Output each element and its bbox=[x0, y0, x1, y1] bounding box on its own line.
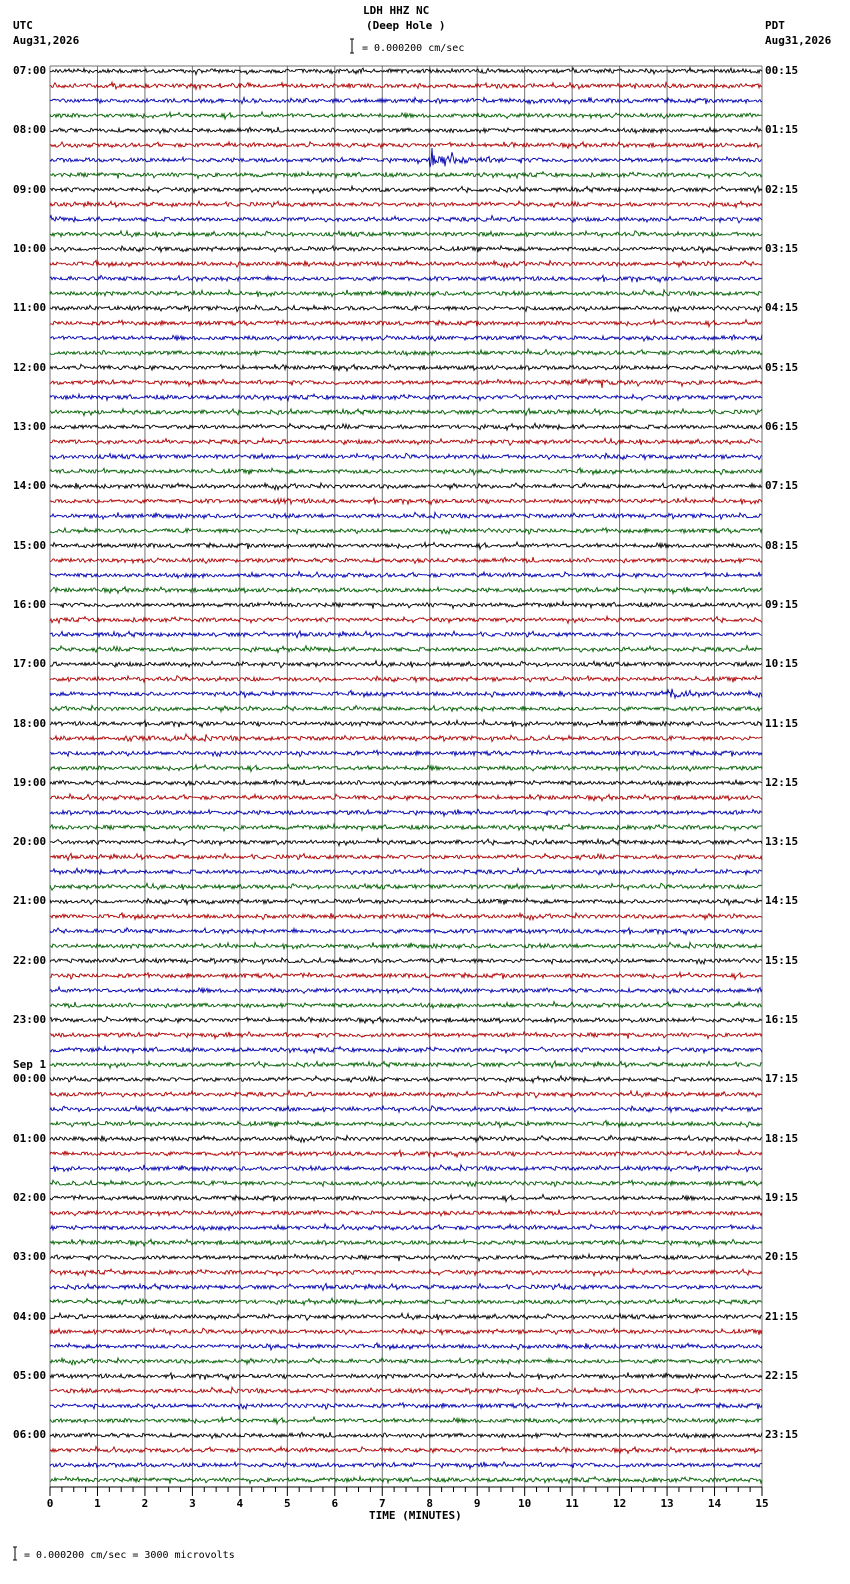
trace-row bbox=[50, 246, 762, 253]
trace-row bbox=[50, 1032, 762, 1039]
trace-row bbox=[50, 720, 762, 727]
utc-hour-label: 03:00 bbox=[13, 1250, 47, 1264]
pdt-hour-label: 15:15 bbox=[765, 953, 799, 967]
utc-hour-label: 14:00 bbox=[13, 479, 47, 493]
right-timezone: PDT bbox=[765, 19, 785, 32]
x-tick-label: 12 bbox=[612, 1497, 627, 1510]
trace-row bbox=[50, 1432, 762, 1438]
utc-hour-label: 05:00 bbox=[13, 1369, 47, 1383]
trace-row bbox=[50, 1417, 762, 1424]
x-tick-label: 9 bbox=[473, 1497, 481, 1510]
trace-row bbox=[50, 1373, 762, 1380]
trace-row bbox=[50, 260, 762, 267]
utc-hour-label: 23:00 bbox=[13, 1013, 47, 1027]
trace-row bbox=[50, 68, 762, 75]
trace-row bbox=[50, 1076, 762, 1083]
trace-row bbox=[50, 1403, 762, 1409]
trace-row bbox=[50, 631, 762, 638]
trace-row bbox=[50, 689, 762, 698]
trace-row bbox=[50, 572, 762, 579]
utc-hour-label: 11:00 bbox=[13, 301, 47, 315]
trace-row bbox=[50, 1121, 762, 1128]
trace-row bbox=[50, 853, 762, 860]
x-tick-label: 0 bbox=[46, 1497, 54, 1510]
utc-hour-label: 17:00 bbox=[13, 657, 47, 671]
utc-hour-label: 16:00 bbox=[13, 597, 47, 611]
x-axis-title: TIME (MINUTES) bbox=[369, 1509, 462, 1522]
trace-row bbox=[50, 528, 762, 534]
trace-row bbox=[50, 1195, 762, 1202]
utc-hour-label: 06:00 bbox=[13, 1428, 47, 1442]
trace-row bbox=[50, 1180, 762, 1186]
pdt-hour-label: 10:15 bbox=[765, 657, 799, 671]
x-tick-label: 6 bbox=[331, 1497, 339, 1510]
pdt-hour-label: 19:15 bbox=[765, 1191, 799, 1205]
trace-row bbox=[50, 349, 762, 356]
trace-row bbox=[50, 1387, 762, 1394]
x-tick-label: 11 bbox=[565, 1497, 579, 1510]
trace-row bbox=[50, 438, 762, 445]
seismic-traces bbox=[50, 68, 762, 1484]
pdt-hour-label: 13:15 bbox=[765, 835, 799, 849]
pdt-hour-label: 18:15 bbox=[765, 1131, 799, 1145]
x-tick-label: 13 bbox=[660, 1497, 674, 1510]
trace-row bbox=[50, 512, 762, 519]
pdt-hour-label: 12:15 bbox=[765, 775, 799, 789]
trace-row bbox=[50, 1447, 762, 1454]
x-tick-label: 3 bbox=[189, 1497, 196, 1510]
date-change-label: Sep 1 bbox=[13, 1058, 47, 1072]
utc-hour-label: 12:00 bbox=[13, 360, 47, 374]
trace-row bbox=[50, 468, 762, 475]
trace-row bbox=[50, 616, 762, 623]
x-tick-label: 1 bbox=[94, 1497, 101, 1510]
pdt-hour-label: 20:15 bbox=[765, 1250, 799, 1264]
x-tick-label: 7 bbox=[378, 1497, 386, 1510]
trace-row bbox=[50, 1150, 762, 1157]
pdt-hour-label: 07:15 bbox=[765, 479, 799, 493]
trace-row bbox=[50, 646, 762, 653]
trace-row bbox=[50, 898, 762, 905]
trace-row bbox=[50, 542, 762, 549]
trace-row bbox=[50, 1210, 762, 1216]
utc-hour-label: 07:00 bbox=[13, 64, 47, 77]
trace-row bbox=[50, 1002, 762, 1009]
trace-row bbox=[50, 409, 762, 416]
utc-hour-label: 22:00 bbox=[13, 953, 47, 967]
left-date: Aug31,2026 bbox=[13, 34, 80, 47]
trace-row bbox=[50, 82, 762, 89]
trace-row bbox=[50, 1017, 762, 1024]
trace-row bbox=[50, 305, 762, 311]
trace-row bbox=[50, 290, 762, 297]
pdt-hour-label: 23:15 bbox=[765, 1428, 799, 1442]
trace-row bbox=[50, 1136, 762, 1143]
trace-row bbox=[50, 112, 762, 119]
utc-hour-label: 13:00 bbox=[13, 419, 47, 433]
trace-row bbox=[50, 394, 762, 401]
trace-row bbox=[50, 364, 762, 371]
scale-label: = 0.000200 cm/sec bbox=[362, 43, 465, 54]
trace-row bbox=[50, 1061, 762, 1068]
trace-row bbox=[50, 1343, 762, 1350]
pdt-hour-label: 09:15 bbox=[765, 597, 799, 611]
utc-hour-label: 15:00 bbox=[13, 538, 47, 552]
trace-row bbox=[50, 172, 762, 179]
utc-hour-label: 04:00 bbox=[13, 1309, 47, 1323]
left-timezone: UTC bbox=[13, 19, 33, 32]
trace-row bbox=[50, 676, 762, 683]
pdt-hour-label: 14:15 bbox=[765, 894, 799, 908]
trace-row bbox=[50, 142, 762, 149]
trace-row bbox=[50, 734, 762, 742]
trace-row bbox=[50, 1091, 762, 1098]
x-tick-label: 15 bbox=[755, 1497, 769, 1510]
x-tick-label: 8 bbox=[426, 1497, 434, 1510]
trace-row bbox=[50, 423, 762, 430]
pdt-hour-label: 00:15 bbox=[765, 64, 799, 77]
trace-row bbox=[50, 201, 762, 208]
trace-row bbox=[50, 1328, 762, 1335]
trace-row bbox=[50, 275, 762, 282]
pdt-hour-label: 03:15 bbox=[765, 241, 799, 255]
pdt-hour-label: 04:15 bbox=[765, 301, 799, 315]
pdt-hour-label: 22:15 bbox=[765, 1369, 799, 1383]
trace-row bbox=[50, 1269, 762, 1276]
pdt-hour-label: 05:15 bbox=[765, 360, 799, 374]
trace-row bbox=[50, 97, 762, 104]
footer-scale-note: = 0.000200 cm/sec = 3000 microvolts bbox=[24, 1550, 235, 1561]
x-axis bbox=[47, 1487, 769, 1510]
trace-row bbox=[50, 942, 762, 949]
trace-row bbox=[50, 1298, 762, 1305]
trace-row bbox=[50, 839, 762, 846]
trace-row bbox=[50, 335, 762, 341]
x-tick-label: 10 bbox=[518, 1497, 532, 1510]
trace-row bbox=[50, 186, 762, 193]
trace-row bbox=[50, 453, 762, 459]
trace-row bbox=[50, 987, 762, 994]
trace-row bbox=[50, 379, 762, 388]
trace-row bbox=[50, 557, 762, 563]
trace-row bbox=[50, 913, 762, 920]
trace-row bbox=[50, 1477, 762, 1484]
trace-row bbox=[50, 868, 762, 875]
trace-row bbox=[50, 587, 762, 594]
pdt-hour-label: 02:15 bbox=[765, 182, 799, 196]
pdt-hour-label: 08:15 bbox=[765, 538, 799, 552]
utc-hour-label: 00:00 bbox=[13, 1072, 47, 1086]
x-tick-label: 2 bbox=[141, 1497, 149, 1510]
trace-row bbox=[50, 750, 762, 756]
scale-bar-icon bbox=[350, 39, 354, 53]
trace-row bbox=[50, 1165, 762, 1172]
x-tick-label: 5 bbox=[284, 1497, 291, 1510]
pdt-hour-label: 06:15 bbox=[765, 419, 799, 433]
trace-row bbox=[50, 928, 762, 935]
pdt-hour-label: 01:15 bbox=[765, 123, 799, 137]
trace-row bbox=[50, 765, 762, 772]
trace-row bbox=[50, 1106, 762, 1112]
trace-row bbox=[50, 498, 762, 505]
trace-row bbox=[50, 216, 762, 223]
x-tick-label: 4 bbox=[236, 1497, 244, 1510]
utc-hour-label: 09:00 bbox=[13, 182, 47, 196]
utc-hour-label: 20:00 bbox=[13, 835, 47, 849]
trace-row bbox=[50, 809, 762, 816]
utc-hour-label: 21:00 bbox=[13, 894, 47, 908]
x-tick-label: 14 bbox=[707, 1497, 722, 1510]
station-title: LDH HHZ NC bbox=[363, 4, 430, 17]
trace-row bbox=[50, 1358, 762, 1365]
trace-row bbox=[50, 824, 762, 831]
trace-row bbox=[50, 1254, 762, 1261]
trace-row bbox=[50, 972, 762, 979]
pdt-hour-label: 21:15 bbox=[765, 1309, 799, 1323]
trace-row bbox=[50, 320, 762, 327]
utc-hour-label: 18:00 bbox=[13, 716, 47, 730]
trace-row bbox=[50, 780, 762, 786]
trace-row bbox=[50, 127, 762, 134]
trace-row bbox=[50, 706, 762, 712]
utc-hour-label: 19:00 bbox=[13, 775, 47, 789]
footer-scale-bar-icon bbox=[13, 1547, 17, 1560]
trace-row bbox=[50, 231, 762, 238]
pdt-hour-label: 11:15 bbox=[765, 716, 799, 730]
trace-row bbox=[50, 1313, 762, 1320]
utc-hour-label: 02:00 bbox=[13, 1191, 47, 1205]
trace-row bbox=[50, 794, 762, 801]
trace-row bbox=[50, 1462, 762, 1469]
trace-row bbox=[50, 1047, 762, 1054]
station-location: (Deep Hole ) bbox=[366, 19, 446, 32]
utc-hour-label: 08:00 bbox=[13, 123, 47, 137]
trace-row bbox=[50, 602, 762, 609]
right-date: Aug31,2026 bbox=[765, 34, 832, 47]
trace-row bbox=[50, 883, 762, 890]
utc-hour-label: 10:00 bbox=[13, 241, 47, 255]
trace-row bbox=[50, 1224, 762, 1231]
pdt-hour-label: 16:15 bbox=[765, 1013, 799, 1027]
trace-row bbox=[50, 958, 762, 964]
utc-hour-label: 01:00 bbox=[13, 1131, 47, 1145]
trace-row bbox=[50, 661, 762, 668]
trace-row bbox=[50, 483, 762, 490]
pdt-hour-label: 17:15 bbox=[765, 1072, 799, 1086]
trace-row bbox=[50, 148, 762, 167]
trace-row bbox=[50, 1284, 762, 1291]
trace-row bbox=[50, 1239, 762, 1246]
